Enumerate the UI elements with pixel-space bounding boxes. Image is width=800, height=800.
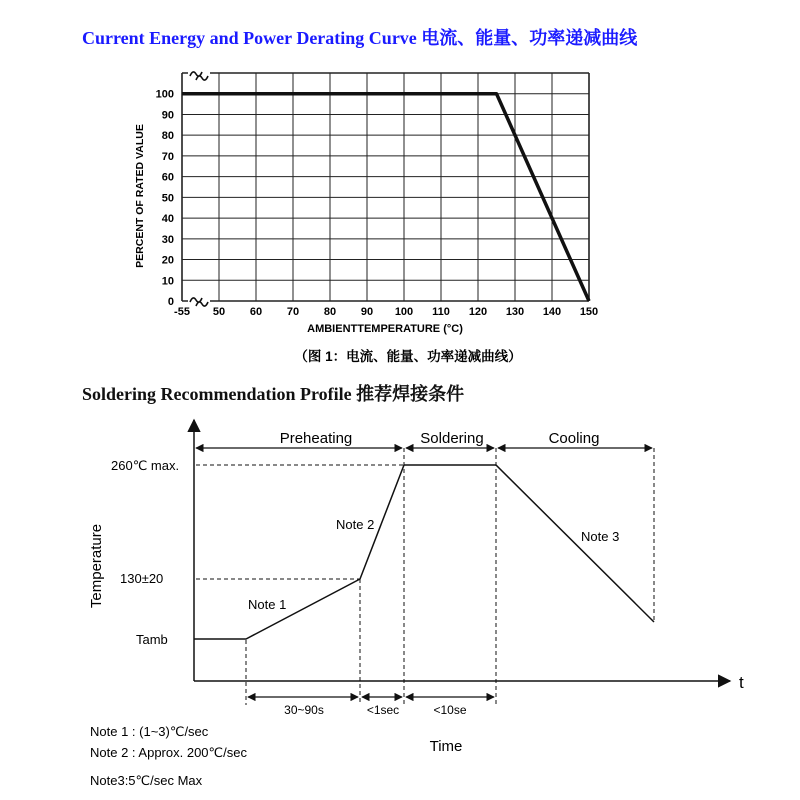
axis-break-bottom [188, 294, 210, 306]
derating-y-axis-label: PERCENT OF RATED VALUE [134, 124, 146, 268]
note-3-label: Note 3 [581, 529, 620, 544]
peak-temperature-label: 260℃ max. [111, 458, 180, 473]
derating-x-tick-label: 60 [249, 306, 263, 318]
axis-break-top [188, 68, 210, 80]
derating-y-tick-label: 70 [161, 150, 174, 163]
derating-x-tick-label: 100 [394, 306, 414, 318]
t-axis-symbol: t [739, 673, 744, 692]
footnote-1: Note 1 : (1~3)℃/sec [90, 724, 209, 739]
note-1-label: Note 1 [248, 597, 287, 612]
temperature-axis-label: Temperature [88, 523, 105, 609]
footnote-3: Note3:5℃/sec Max [90, 773, 203, 788]
time-axis-label: Time [429, 738, 463, 755]
derating-x-tick-label: 120 [468, 306, 488, 318]
derating-y-tick-label: 10 [161, 275, 174, 288]
duration-peak-label: <10se [433, 703, 467, 717]
derating-y-tick-label: 0 [167, 296, 174, 308]
derating-x-tick-label: 90 [360, 306, 374, 318]
derating-y-tick-label: 80 [161, 130, 174, 143]
derating-x-axis-label: AMBIENTTEMPERATURE (°C) [307, 323, 463, 335]
derating-x-tick-label: 140 [542, 306, 562, 318]
footnote-2: Note 2 : Approx. 200℃/sec [90, 745, 247, 760]
derating-y-tick-label: 20 [161, 254, 174, 267]
phase-preheating-label: Preheating [279, 430, 353, 447]
note-2-label: Note 2 [336, 517, 375, 532]
derating-y-ticks [156, 89, 174, 308]
duration-preheat-label: 30~90s [284, 703, 324, 717]
derating-x-tick-label: 110 [432, 306, 450, 318]
dashed-guides [196, 448, 654, 705]
soldering-profile-curve [194, 465, 654, 639]
ambient-temperature-label: Tamb [136, 632, 168, 647]
derating-y-tick-label: 60 [161, 171, 174, 184]
derating-x-tick-label: 70 [286, 306, 300, 318]
derating-chart [134, 68, 598, 364]
derating-y-tick-label: 30 [161, 233, 174, 246]
derating-x-tick-label: 150 [579, 306, 599, 318]
phase-cooling-label: Cooling [548, 430, 600, 447]
derating-x-tick-label: 50 [212, 306, 226, 318]
soldering-title: Soldering Recommendation Profile 推荐焊接条件 [82, 384, 465, 404]
duration-ramp-label: <1sec [366, 703, 400, 717]
derating-y-tick-label: 100 [155, 88, 174, 101]
soldering-profile-diagram [88, 420, 744, 788]
derating-x-tick-label: -55 [174, 306, 190, 318]
derating-y-tick-label: 50 [161, 192, 174, 205]
derating-x-tick-label: 130 [505, 306, 525, 318]
derating-caption: （图 1：电流、能量、功率递减曲线） [294, 349, 522, 364]
derating-grid [182, 73, 589, 301]
derating-x-ticks [174, 306, 598, 318]
preheat-temperature-label: 130±20 [120, 571, 164, 586]
derating-y-tick-label: 40 [161, 213, 174, 226]
derating-y-tick-label: 90 [161, 109, 174, 122]
derating-title: Current Energy and Power Derating Curve 电流、能量、功率递减曲线 [82, 28, 638, 48]
phase-soldering-label: Soldering [420, 430, 484, 447]
derating-x-tick-label: 80 [323, 306, 337, 318]
